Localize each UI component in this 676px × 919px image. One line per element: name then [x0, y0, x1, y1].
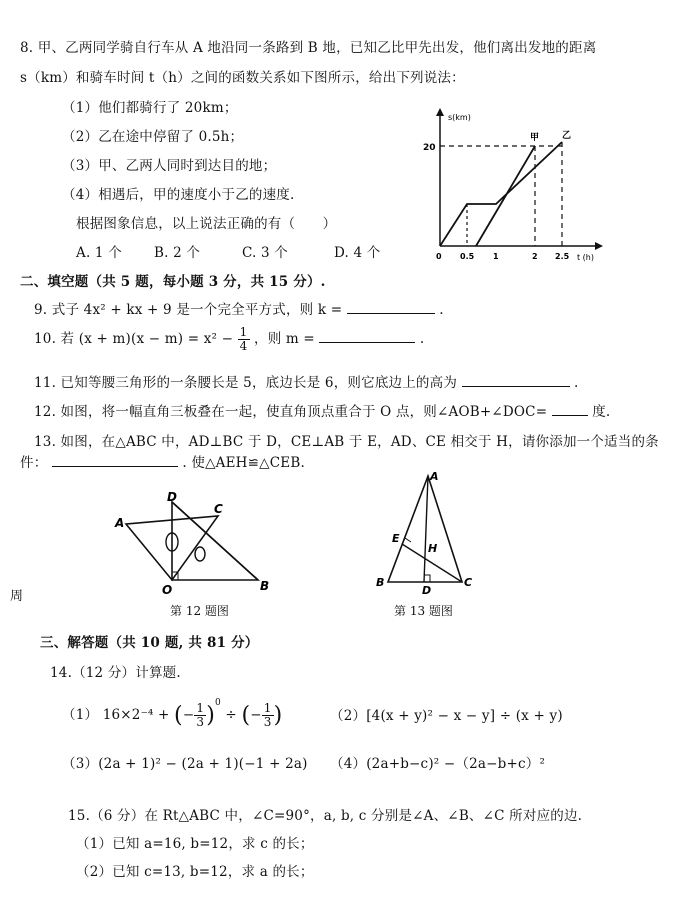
q12-answer-blank[interactable]: [552, 403, 588, 416]
y-axis-arrow-icon: [436, 108, 444, 116]
q8-option-b: B. 2 个: [154, 245, 201, 261]
q9-text: 9. 式子 4x² + kx + 9 是一个完全平方式，则 k =: [34, 302, 343, 318]
fig13-label-e: E: [392, 532, 400, 545]
fig13-label-h: H: [428, 542, 438, 555]
q12-end: 度.: [592, 404, 611, 420]
q8-distance-time-graph: [410, 106, 610, 268]
figure-13: [372, 470, 476, 596]
q10-mid: ，则 m =: [254, 331, 315, 347]
x-tick-2-5: 2.5: [555, 252, 570, 261]
margin-character: 周: [10, 589, 24, 604]
q10-frac-den: 4: [239, 339, 248, 353]
q10-end: .: [419, 331, 425, 347]
q11-end: .: [574, 375, 579, 391]
q8-stem-line2: s（km）和骑车时间 t（h）之间的函数关系如下图所示，给出下列说法：: [20, 70, 465, 86]
q8-option-c: C. 3 个: [242, 245, 289, 261]
q8-statement-3: （3）甲、乙两人同时到达目的地；: [62, 158, 277, 174]
q10-fraction: [238, 326, 250, 353]
x-tick-1: 1: [493, 252, 499, 261]
label-yi: 乙: [562, 131, 572, 141]
y-tick-20: 20: [423, 143, 436, 153]
x-tick-0-5: 0.5: [460, 252, 475, 261]
section-2-heading: 二、填空题（共 5 题，每小题 3 分，共 15 分）.: [20, 274, 326, 290]
q9-end: .: [439, 302, 444, 318]
q14-p1-frac1-num: 1: [196, 701, 205, 715]
fig12-label-o: O: [162, 583, 173, 597]
q14-p1-label: （1）: [62, 707, 99, 723]
q14-part2: （2）[4(x + y)² − x − y] ÷ (x + y): [330, 708, 563, 724]
q10-text: 10. 若 (x + m)(x − m) = x² −: [34, 331, 234, 347]
q14-p1-exponent: 0: [214, 698, 221, 708]
q14-p1-frac1-den: 3: [196, 715, 205, 729]
q9: [34, 298, 444, 318]
q10: [34, 326, 424, 353]
q10-answer-blank[interactable]: [319, 330, 415, 343]
q8-stem-line1: 8. 甲、乙两同学骑自行车从 A 地沿同一条路到 B 地，已知乙比甲先出发，他们离出发地的距离: [20, 40, 597, 56]
q12: [34, 400, 610, 420]
q13-answer-blank[interactable]: [52, 454, 178, 467]
figure-12: [108, 492, 280, 604]
fig12-label-d: D: [167, 492, 177, 504]
q15-part1: （1）已知 a=16, b=12，求 c 的长；: [76, 836, 314, 852]
q15-stem: 15.（6 分）在 Rt△ABC 中，∠C=90°，a, b, c 分别是∠A、∠B、∠C 所对应的边.: [68, 808, 583, 824]
q14-p1-div: ÷: [225, 707, 237, 723]
q8-statement-1: （1）他们都骑行了 20km；: [62, 100, 238, 116]
q8-statement-2: （2）乙在途中停留了 0.5h；: [62, 129, 244, 145]
q14-part4: （4）(2a+b−c)² −（2a−b+c）²: [330, 756, 546, 772]
x-tick-2: 2: [532, 252, 538, 261]
q14-p1-frac1: [194, 702, 206, 729]
q11-text: 11. 已知等腰三角形的一条腰长是 5，底边长是 6，则它底边上的高为: [34, 375, 458, 391]
fig13-label-b: B: [376, 576, 385, 589]
jia-line: [476, 146, 535, 246]
q10-frac-num: 1: [239, 325, 248, 339]
q13-line2: [20, 451, 305, 471]
fig12-label-b: B: [260, 579, 270, 593]
fig13-label-a: A: [430, 470, 439, 483]
q14-p1-frac2-den: 3: [263, 715, 272, 729]
yi-line: [440, 142, 562, 246]
fig12-label-c: C: [214, 502, 223, 516]
fig13-label-d: D: [422, 584, 432, 596]
q14-p1-term: 16×2⁻⁴ +: [102, 707, 170, 723]
x-axis-arrow-icon: [595, 242, 603, 250]
x-axis-label: t (h): [577, 253, 594, 262]
q13-post: . 使△AEH≌△CEB.: [182, 455, 305, 471]
fig13-label-c: C: [464, 576, 473, 589]
q13-line1: 13. 如图，在△ABC 中，AD⊥BC 于 D，CE⊥AB 于 E，AD、CE 相交于 H，请你添加一个适当的条: [34, 434, 659, 450]
q14-title: 14.（12 分）计算题.: [50, 665, 181, 681]
fig13-caption: 第 13 题图: [394, 604, 453, 618]
q8-option-a: A. 1 个: [76, 245, 122, 261]
q8-statement-4: （4）相遇后，甲的速度小于乙的速度.: [62, 187, 295, 203]
section-3-heading: 三、解答题（共 10 题, 共 81 分）: [40, 635, 259, 651]
q11: [34, 371, 579, 391]
q12-text: 12. 如图，将一幅直角三板叠在一起，使直角顶点重合于 O 点，则∠AOB+∠DOC=: [34, 404, 548, 420]
q14-part1: （1） 16×2⁻⁴ + (− $\frac{1}{3}$ )$^0$ ÷ (− $\frac{1}{3}$ ): [62, 698, 283, 729]
q14-p1-frac2: [262, 702, 274, 729]
q14-p1-frac2-num: 1: [263, 701, 272, 715]
q9-answer-blank[interactable]: [347, 301, 435, 314]
q8-question: 根据图象信息，以上说法正确的有（ ）: [76, 216, 337, 232]
fig12-label-a: A: [115, 516, 125, 530]
q13-pre: 件：: [20, 455, 48, 471]
y-axis-label: s(km): [448, 113, 471, 122]
label-jia: 甲: [530, 133, 540, 143]
fig12-caption: 第 12 题图: [170, 604, 229, 618]
q14-part3: （3）(2a + 1)² − (2a + 1)(−1 + 2a): [62, 756, 308, 772]
q8-option-d: D. 4 个: [334, 245, 381, 261]
x-tick-0: 0: [436, 252, 442, 261]
q15-part2: （2）已知 c=13, b=12，求 a 的长；: [76, 864, 314, 880]
q11-answer-blank[interactable]: [462, 374, 570, 387]
